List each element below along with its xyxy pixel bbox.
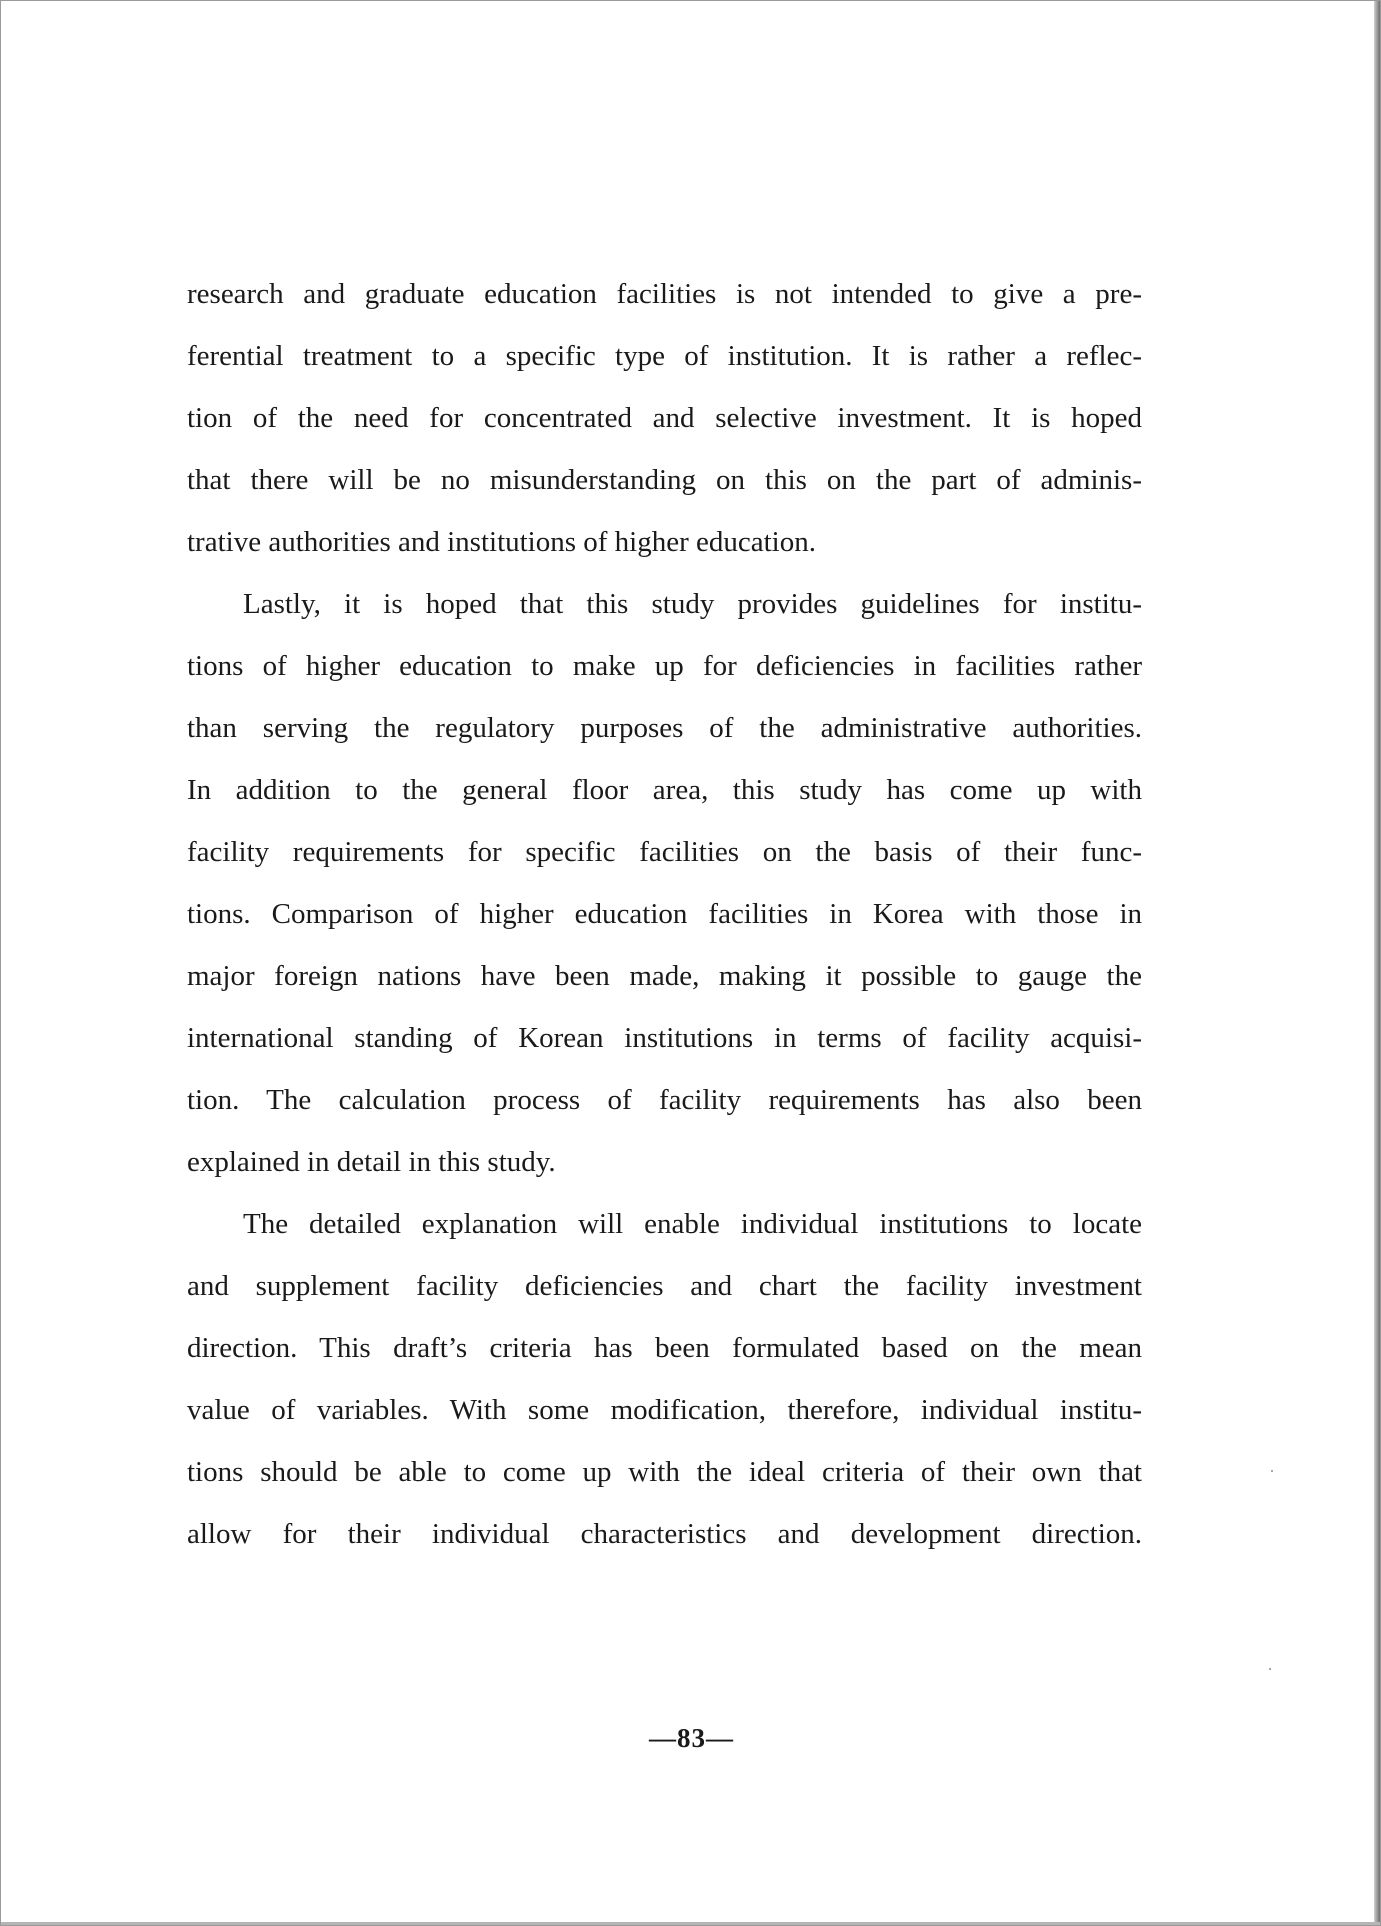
page-edge-shadow [1374,1,1380,1926]
text-line: Lastly, it is hoped that this study provides guidelines for institu- [243,588,1142,620]
text-line: research and graduate education facilities is not intended to give a pre- [187,278,1142,310]
text-line: explained in detail in this study. [187,1146,556,1178]
scan-speck [1269,1668,1271,1670]
text-line: facility requirements for specific facilities on the basis of their func- [187,836,1142,868]
body-text [187,263,1142,1565]
text-line: trative authorities and institutions of higher education. [187,526,816,558]
text-line: tions should be able to come up with the ideal criteria of their own that [187,1456,1142,1488]
text-line: direction. This draft’s criteria has been formulated based on the mean [187,1332,1142,1364]
text-line: value of variables. With some modification, therefore, individual institu- [187,1394,1142,1426]
text-line: allow for their individual characteristics and development direction. [187,1518,1142,1550]
text-line: tion. The calculation process of facility requirements has also been [187,1084,1142,1116]
page-number: —83— [649,1723,734,1753]
text-line: than serving the regulatory purposes of the administrative authorities. [187,712,1142,744]
text-line: and supplement facility deficiencies and chart the facility investment [187,1270,1142,1302]
text-line: tion of the need for concentrated and selective investment. It is hoped [187,402,1142,434]
text-line: tions. Comparison of higher education facilities in Korea with those in [187,898,1142,930]
text-line: major foreign nations have been made, making it possible to gauge the [187,960,1142,992]
page-bottom-edge [1,1922,1381,1925]
text-line: The detailed explanation will enable individual institutions to locate [243,1208,1142,1240]
scan-speck [1271,1470,1273,1472]
text-line: international standing of Korean institutions in terms of facility acquisi- [187,1022,1142,1054]
text-line: that there will be no misunderstanding on this on the part of adminis- [187,464,1142,496]
text-line: In addition to the general floor area, this study has come up with [187,774,1142,806]
text-line: ferential treatment to a specific type of institution. It is rather a reflec- [187,340,1142,372]
text-line: tions of higher education to make up for deficiencies in facilities rather [187,650,1142,682]
